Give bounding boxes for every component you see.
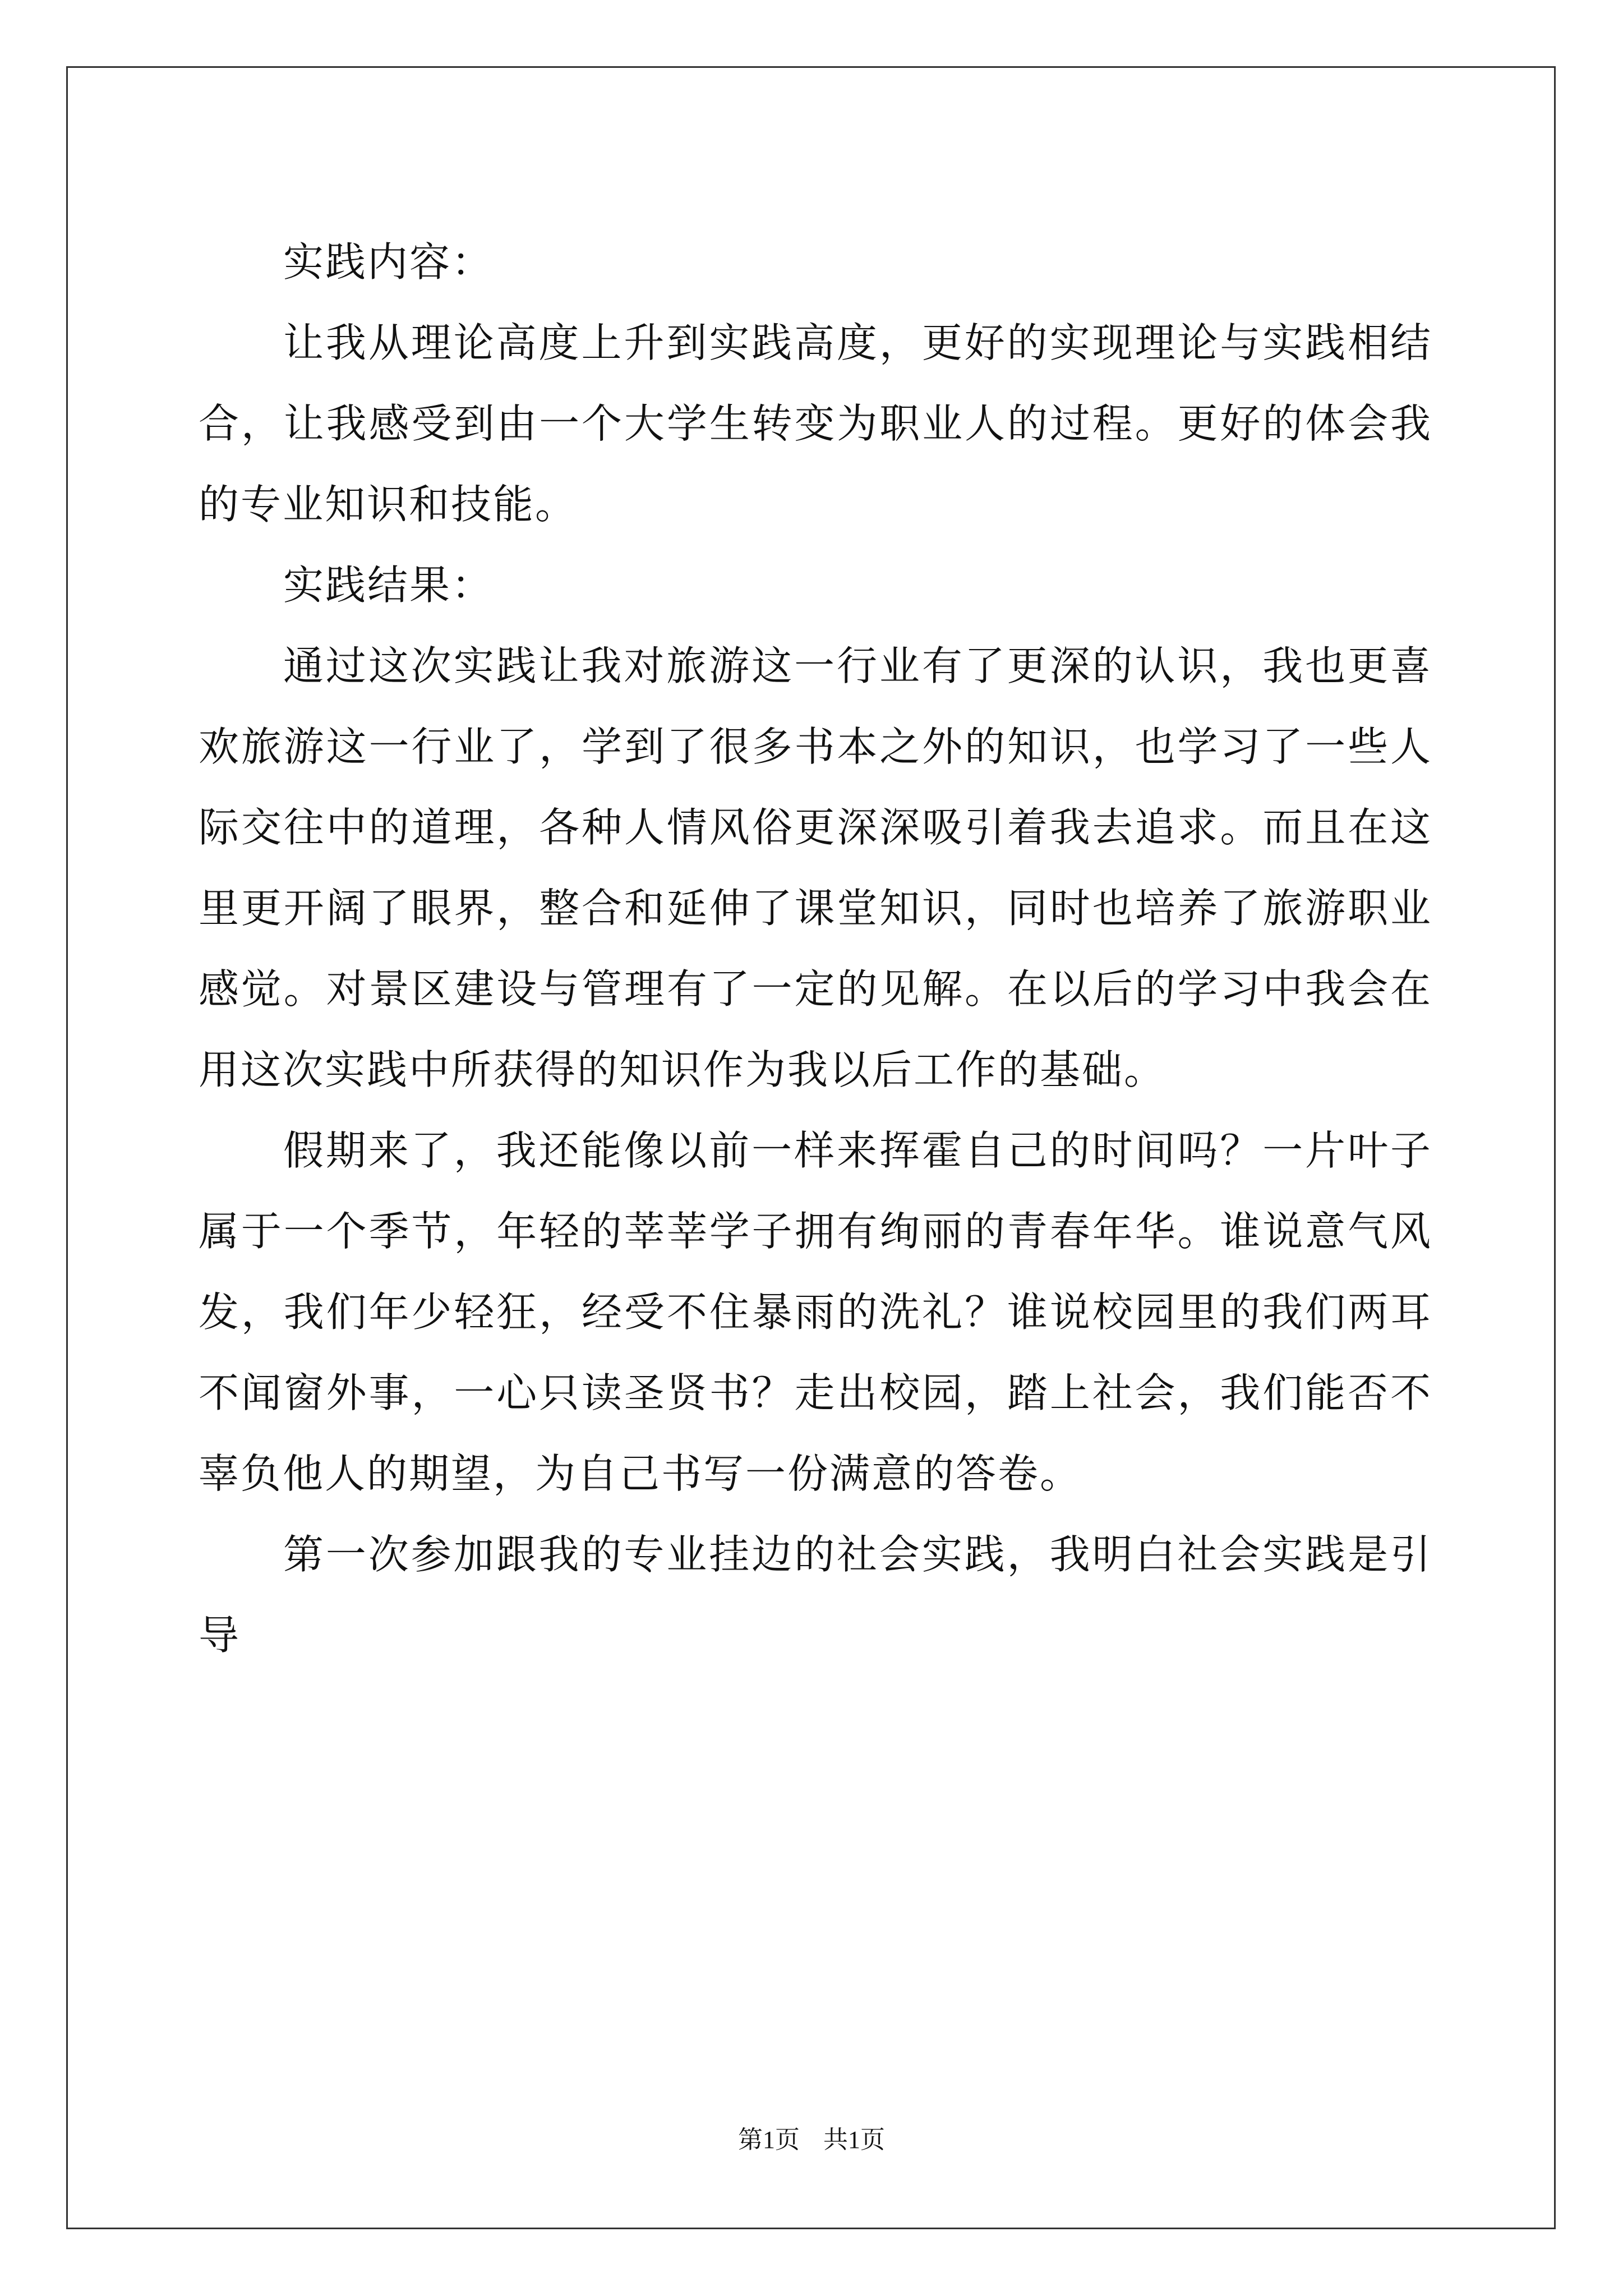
page-number: 第1页 <box>738 2126 800 2154</box>
section-heading-result: 实践结果： <box>283 562 494 609</box>
page-footer <box>0 2119 1623 2155</box>
paragraph-first-practice: 第一次参加跟我的专业挂边的社会实践，我明白社会实践是引导 <box>199 1531 1432 1659</box>
document-body <box>199 222 1432 1676</box>
paragraph-content: 让我从理论高度上升到实践高度，更好的实现理论与实践相结合，让我感受到由一个大学生转变为职业人的过程。更好的体会我的专业知识和技能。 <box>199 319 1432 528</box>
paragraph-holiday: 假期来了，我还能像以前一样来挥霍自己的时间吗？一片叶子属于一个季节，年轻的莘莘学子拥有绚丽的青春年华。谁说意气风发，我们年少轻狂，经受不住暴雨的洗礼？谁说校园里的我们两耳不闻窗外事，一心只读圣贤书？走出校园，踏上社会，我们能否不辜负他人的期望，为自己书写一份满意的答卷。 <box>199 1127 1432 1497</box>
paragraph-result: 通过这次实践让我对旅游这一行业有了更深的认识，我也更喜欢旅游这一行业了，学到了很多书本之外的知识，也学习了一些人际交往中的道理，各种人情风俗更深深吸引着我去追求。而且在这里更开阔了眼界，整合和延伸了课堂知识，同时也培养了旅游职业感觉。对景区建设与管理有了一定的见解。在以后的学习中我会在用这次实践中所获得的知识作为我以后工作的基础。 <box>199 642 1432 1093</box>
page-total: 共1页 <box>823 2126 885 2154</box>
section-heading-content: 实践内容： <box>283 238 494 286</box>
